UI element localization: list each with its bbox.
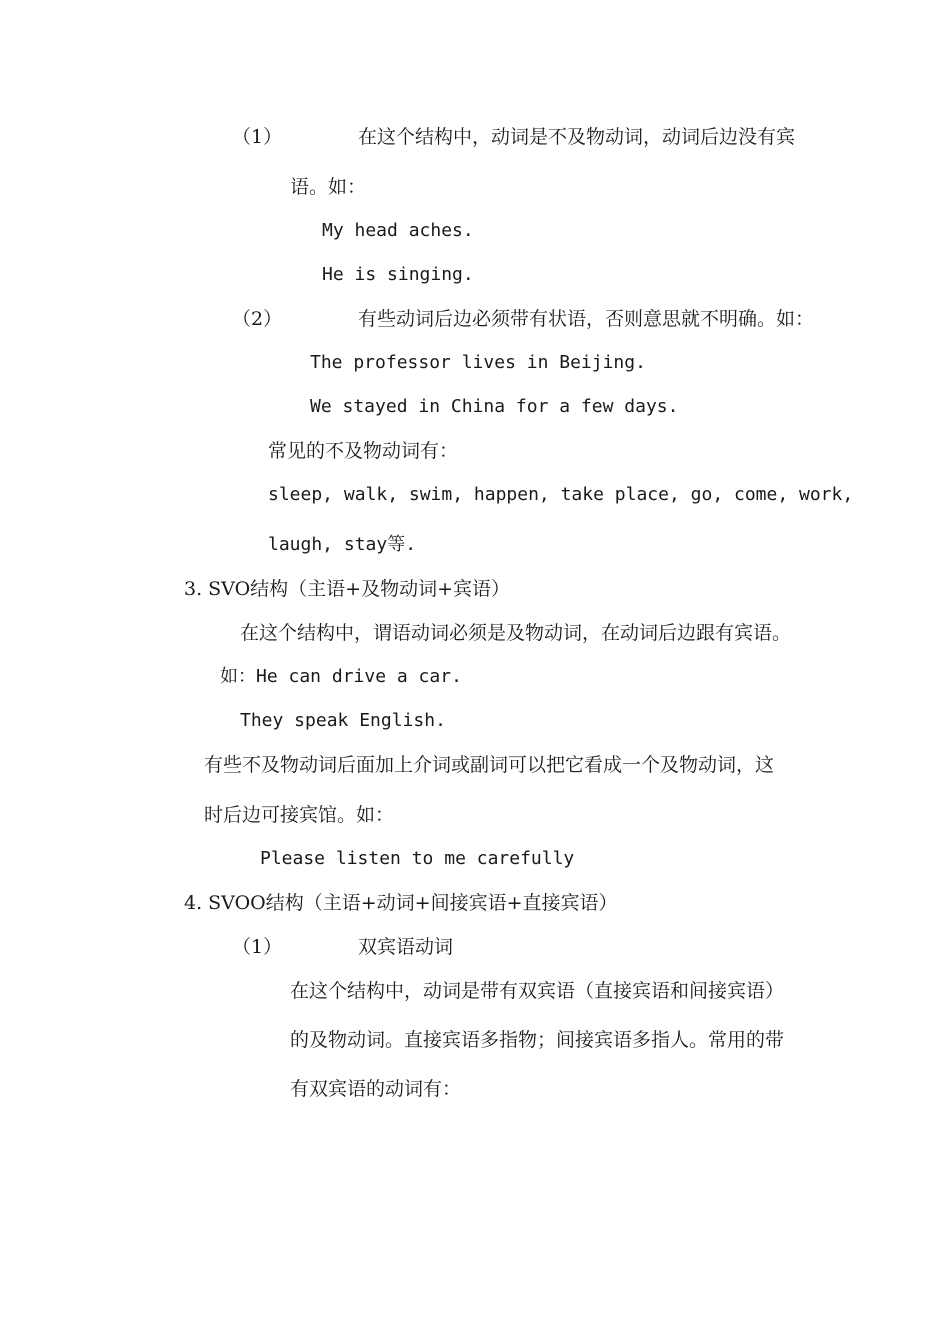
paragraph-line: 在这个结构中，动词是不及物动词，动词后边没有宾 (358, 126, 796, 148)
paragraph-line: 在这个结构中，谓语动词必须是及物动词，在动词后边跟有宾语。 (240, 622, 792, 644)
example-sentence: We stayed in China for a few days. (310, 396, 679, 417)
common-verbs-list: laugh, stay等. (268, 534, 417, 555)
example-sentence: 如：He can drive a car. (220, 666, 462, 687)
example-sentence: My head aches. (322, 220, 474, 241)
paragraph-line: 语。如： (290, 176, 367, 198)
item-label-2: （2） (232, 308, 283, 330)
paragraph-line: 在这个结构中，动词是带有双宾语（直接宾语和间接宾语） (290, 980, 785, 1002)
common-verbs-heading: 常见的不及物动词有： (268, 440, 459, 462)
section-heading-4: 4. SVOO结构（主语+动词+间接宾语+直接宾语） (184, 892, 618, 914)
paragraph-line: 的及物动词。直接宾语多指物；间接宾语多指人。常用的带 (290, 1029, 785, 1051)
item-title: 双宾语动词 (358, 936, 454, 958)
example-sentence: The professor lives in Beijing. (310, 352, 646, 373)
example-sentence: He is singing. (322, 264, 474, 285)
paragraph-line: 时后边可接宾馆。如： (204, 804, 395, 826)
item-label-1: （1） (232, 936, 283, 958)
example-sentence: They speak English. (240, 710, 446, 731)
paragraph-line: 有双宾语的动词有： (290, 1078, 462, 1100)
paragraph-line: 有些动词后边必须带有状语，否则意思就不明确。如： (358, 308, 815, 330)
item-label-1: （1） (232, 126, 283, 148)
paragraph-line: 有些不及物动词后面加上介词或副词可以把它看成一个及物动词，这 (204, 754, 775, 776)
section-heading-3: 3. SVO结构（主语+及物动词+宾语） (184, 578, 510, 600)
example-sentence: Please listen to me carefully (260, 848, 575, 869)
common-verbs-list: sleep, walk, swim, happen, take place, go, come, work, (268, 484, 854, 505)
